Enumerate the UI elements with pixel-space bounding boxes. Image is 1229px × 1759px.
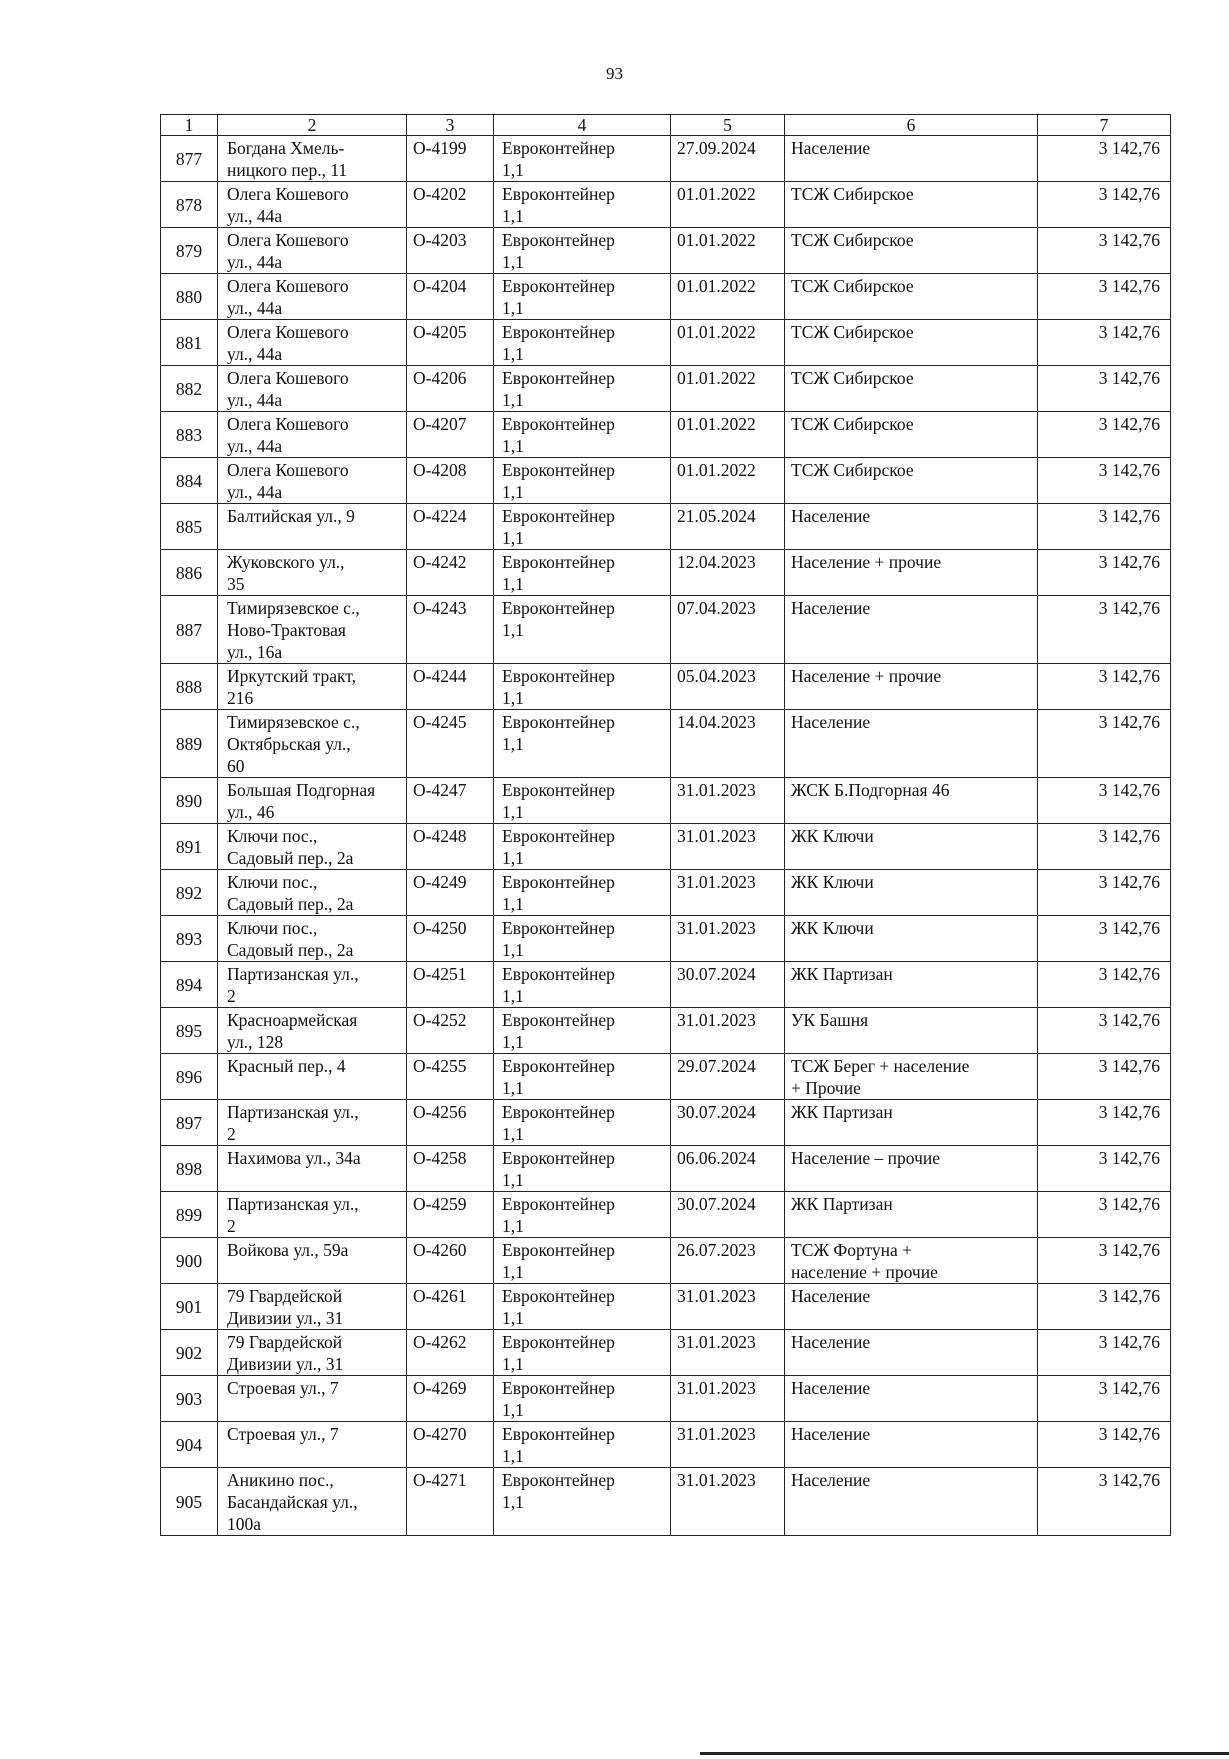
- page-number: 93: [606, 64, 623, 83]
- row-number: 878: [161, 182, 218, 228]
- address-cell: Ключи пос., Садовый пер., 2а: [218, 916, 407, 962]
- row-number: 893: [161, 916, 218, 962]
- date-cell: 01.01.2022: [671, 366, 785, 412]
- table-row: [161, 1376, 1171, 1422]
- date-cell: 01.01.2022: [671, 182, 785, 228]
- site-code-cell: О-4261: [407, 1284, 494, 1330]
- table-row: [161, 1100, 1171, 1146]
- container-cell: Евроконтейнер 1,1: [494, 1054, 671, 1100]
- row-number: 880: [161, 274, 218, 320]
- date-cell: 27.09.2024: [671, 136, 785, 182]
- container-cell: Евроконтейнер 1,1: [494, 458, 671, 504]
- address-cell: Балтийская ул., 9: [218, 504, 407, 550]
- address-cell: Тимирязевское с., Ново-Трактовая ул., 16а: [218, 596, 407, 664]
- owner-cell: ЖК Партизан: [785, 1192, 1038, 1238]
- table-row: [161, 366, 1171, 412]
- cost-cell: 3 142,76: [1038, 596, 1171, 664]
- cost-cell: 3 142,76: [1038, 1422, 1171, 1468]
- site-code-cell: О-4244: [407, 664, 494, 710]
- cost-cell: 3 142,76: [1038, 1008, 1171, 1054]
- table-row: [161, 136, 1171, 182]
- owner-cell: Население + прочие: [785, 664, 1038, 710]
- table-row: [161, 412, 1171, 458]
- owner-cell: Население: [785, 1376, 1038, 1422]
- cost-cell: 3 142,76: [1038, 1376, 1171, 1422]
- owner-cell: ЖСК Б.Подгорная 46: [785, 778, 1038, 824]
- cost-cell: 3 142,76: [1038, 778, 1171, 824]
- owner-cell: ТСЖ Сибирское: [785, 366, 1038, 412]
- table-row: [161, 916, 1171, 962]
- owner-cell: ТСЖ Сибирское: [785, 182, 1038, 228]
- date-cell: 31.01.2023: [671, 1376, 785, 1422]
- date-cell: 30.07.2024: [671, 962, 785, 1008]
- address-cell: Красный пер., 4: [218, 1054, 407, 1100]
- row-number: 879: [161, 228, 218, 274]
- site-code-cell: О-4205: [407, 320, 494, 366]
- date-cell: 01.01.2022: [671, 458, 785, 504]
- owner-cell: Население: [785, 504, 1038, 550]
- owner-cell: ТСЖ Сибирское: [785, 228, 1038, 274]
- table-row: [161, 274, 1171, 320]
- bottom-rule: [700, 1752, 1229, 1755]
- site-code-cell: О-4203: [407, 228, 494, 274]
- table-row: [161, 824, 1171, 870]
- row-number: 901: [161, 1284, 218, 1330]
- date-cell: 31.01.2023: [671, 1008, 785, 1054]
- site-code-cell: О-4243: [407, 596, 494, 664]
- table-row: [161, 870, 1171, 916]
- date-cell: 31.01.2023: [671, 778, 785, 824]
- cost-cell: 3 142,76: [1038, 962, 1171, 1008]
- cost-cell: 3 142,76: [1038, 412, 1171, 458]
- date-cell: 31.01.2023: [671, 1468, 785, 1536]
- owner-cell: ТСЖ Сибирское: [785, 320, 1038, 366]
- container-cell: Евроконтейнер 1,1: [494, 870, 671, 916]
- column-header: 4: [494, 115, 671, 136]
- row-number: 894: [161, 962, 218, 1008]
- table-row: [161, 1330, 1171, 1376]
- address-cell: Ключи пос., Садовый пер., 2а: [218, 870, 407, 916]
- owner-cell: Население: [785, 1284, 1038, 1330]
- row-number: 898: [161, 1146, 218, 1192]
- container-cell: Евроконтейнер 1,1: [494, 1284, 671, 1330]
- cost-cell: 3 142,76: [1038, 1238, 1171, 1284]
- container-cell: Евроконтейнер 1,1: [494, 550, 671, 596]
- owner-cell: Население: [785, 710, 1038, 778]
- address-cell: Партизанская ул., 2: [218, 962, 407, 1008]
- row-number: 889: [161, 710, 218, 778]
- table-row: [161, 710, 1171, 778]
- owner-cell: Население: [785, 1330, 1038, 1376]
- cost-cell: 3 142,76: [1038, 1100, 1171, 1146]
- date-cell: 31.01.2023: [671, 1422, 785, 1468]
- table-row: [161, 962, 1171, 1008]
- cost-cell: 3 142,76: [1038, 1330, 1171, 1376]
- table-row: [161, 1054, 1171, 1100]
- cost-cell: 3 142,76: [1038, 1054, 1171, 1100]
- cost-cell: 3 142,76: [1038, 1284, 1171, 1330]
- cost-cell: 3 142,76: [1038, 1192, 1171, 1238]
- column-header: 5: [671, 115, 785, 136]
- container-cell: Евроконтейнер 1,1: [494, 1146, 671, 1192]
- table-row: [161, 664, 1171, 710]
- cost-cell: 3 142,76: [1038, 870, 1171, 916]
- date-cell: 31.01.2023: [671, 1330, 785, 1376]
- table-row: [161, 596, 1171, 664]
- cost-cell: 3 142,76: [1038, 366, 1171, 412]
- row-number: 895: [161, 1008, 218, 1054]
- container-cell: Евроконтейнер 1,1: [494, 1330, 671, 1376]
- row-number: 902: [161, 1330, 218, 1376]
- cost-cell: 3 142,76: [1038, 320, 1171, 366]
- table-row: [161, 1238, 1171, 1284]
- owner-cell: ТСЖ Сибирское: [785, 412, 1038, 458]
- cost-cell: 3 142,76: [1038, 228, 1171, 274]
- row-number: 885: [161, 504, 218, 550]
- container-cell: Евроконтейнер 1,1: [494, 664, 671, 710]
- container-cell: Евроконтейнер 1,1: [494, 182, 671, 228]
- site-code-cell: О-4256: [407, 1100, 494, 1146]
- row-number: 882: [161, 366, 218, 412]
- row-number: 877: [161, 136, 218, 182]
- row-number: 897: [161, 1100, 218, 1146]
- row-number: 904: [161, 1422, 218, 1468]
- cost-cell: 3 142,76: [1038, 458, 1171, 504]
- cost-cell: 3 142,76: [1038, 664, 1171, 710]
- header-row: [161, 115, 1171, 136]
- container-cell: Евроконтейнер 1,1: [494, 1008, 671, 1054]
- table-row: [161, 1008, 1171, 1054]
- address-cell: Ключи пос., Садовый пер., 2а: [218, 824, 407, 870]
- address-cell: Партизанская ул., 2: [218, 1100, 407, 1146]
- date-cell: 01.01.2022: [671, 412, 785, 458]
- cost-cell: 3 142,76: [1038, 710, 1171, 778]
- container-cell: Евроконтейнер 1,1: [494, 274, 671, 320]
- site-code-cell: О-4202: [407, 182, 494, 228]
- site-code-cell: О-4251: [407, 962, 494, 1008]
- owner-cell: ТСЖ Фортуна + население + прочие: [785, 1238, 1038, 1284]
- owner-cell: ТСЖ Берег + население + Прочие: [785, 1054, 1038, 1100]
- site-code-cell: О-4269: [407, 1376, 494, 1422]
- row-number: 905: [161, 1468, 218, 1536]
- site-code-cell: О-4242: [407, 550, 494, 596]
- container-cell: Евроконтейнер 1,1: [494, 778, 671, 824]
- site-code-cell: О-4252: [407, 1008, 494, 1054]
- container-cell: Евроконтейнер 1,1: [494, 1376, 671, 1422]
- site-code-cell: О-4207: [407, 412, 494, 458]
- container-cell: Евроконтейнер 1,1: [494, 824, 671, 870]
- cost-cell: 3 142,76: [1038, 274, 1171, 320]
- owner-cell: Население: [785, 1422, 1038, 1468]
- address-cell: Нахимова ул., 34а: [218, 1146, 407, 1192]
- cost-cell: 3 142,76: [1038, 136, 1171, 182]
- row-number: 903: [161, 1376, 218, 1422]
- site-code-cell: О-4271: [407, 1468, 494, 1536]
- date-cell: 29.07.2024: [671, 1054, 785, 1100]
- cost-cell: 3 142,76: [1038, 916, 1171, 962]
- site-code-cell: О-4206: [407, 366, 494, 412]
- container-cell: Евроконтейнер 1,1: [494, 1238, 671, 1284]
- address-cell: Строевая ул., 7: [218, 1376, 407, 1422]
- address-cell: Жуковского ул., 35: [218, 550, 407, 596]
- site-code-cell: О-4247: [407, 778, 494, 824]
- cost-cell: 3 142,76: [1038, 1468, 1171, 1536]
- table-row: [161, 1422, 1171, 1468]
- column-header: 1: [161, 115, 218, 136]
- table-row: [161, 1146, 1171, 1192]
- container-cell: Евроконтейнер 1,1: [494, 412, 671, 458]
- address-cell: Олега Кошевого ул., 44а: [218, 182, 407, 228]
- owner-cell: Население – прочие: [785, 1146, 1038, 1192]
- address-cell: Олега Кошевого ул., 44а: [218, 274, 407, 320]
- address-cell: Олега Кошевого ул., 44а: [218, 458, 407, 504]
- table-row: [161, 458, 1171, 504]
- site-code-cell: О-4249: [407, 870, 494, 916]
- date-cell: 14.04.2023: [671, 710, 785, 778]
- row-number: 884: [161, 458, 218, 504]
- site-code-cell: О-4258: [407, 1146, 494, 1192]
- address-cell: 79 Гвардейской Дивизии ул., 31: [218, 1284, 407, 1330]
- date-cell: 30.07.2024: [671, 1192, 785, 1238]
- container-cell: Евроконтейнер 1,1: [494, 1422, 671, 1468]
- row-number: 888: [161, 664, 218, 710]
- cost-cell: 3 142,76: [1038, 504, 1171, 550]
- date-cell: 31.01.2023: [671, 824, 785, 870]
- site-code-cell: О-4248: [407, 824, 494, 870]
- site-code-cell: О-4208: [407, 458, 494, 504]
- owner-cell: ЖК Ключи: [785, 916, 1038, 962]
- address-cell: Аникино пос., Басандайская ул., 100а: [218, 1468, 407, 1536]
- address-cell: Иркутский тракт, 216: [218, 664, 407, 710]
- address-cell: Партизанская ул., 2: [218, 1192, 407, 1238]
- owner-cell: ТСЖ Сибирское: [785, 458, 1038, 504]
- row-number: 881: [161, 320, 218, 366]
- table-row: [161, 182, 1171, 228]
- container-cell: Евроконтейнер 1,1: [494, 916, 671, 962]
- table-row: [161, 1284, 1171, 1330]
- row-number: 887: [161, 596, 218, 664]
- registry-table: [160, 114, 1171, 1536]
- row-number: 899: [161, 1192, 218, 1238]
- row-number: 891: [161, 824, 218, 870]
- owner-cell: УК Башня: [785, 1008, 1038, 1054]
- address-cell: Богдана Хмель- ницкого пер., 11: [218, 136, 407, 182]
- owner-cell: ТСЖ Сибирское: [785, 274, 1038, 320]
- address-cell: Олега Кошевого ул., 44а: [218, 412, 407, 458]
- site-code-cell: О-4270: [407, 1422, 494, 1468]
- address-cell: Тимирязевское с., Октябрьская ул., 60: [218, 710, 407, 778]
- owner-cell: Население + прочие: [785, 550, 1038, 596]
- row-number: 900: [161, 1238, 218, 1284]
- site-code-cell: О-4259: [407, 1192, 494, 1238]
- table-row: [161, 320, 1171, 366]
- date-cell: 31.01.2023: [671, 1284, 785, 1330]
- address-cell: Олега Кошевого ул., 44а: [218, 320, 407, 366]
- container-cell: Евроконтейнер 1,1: [494, 136, 671, 182]
- date-cell: 26.07.2023: [671, 1238, 785, 1284]
- site-code-cell: О-4245: [407, 710, 494, 778]
- owner-cell: Население: [785, 136, 1038, 182]
- owner-cell: ЖК Ключи: [785, 870, 1038, 916]
- column-header: 6: [785, 115, 1038, 136]
- table-row: [161, 1468, 1171, 1536]
- owner-cell: ЖК Партизан: [785, 1100, 1038, 1146]
- site-code-cell: О-4250: [407, 916, 494, 962]
- column-header: 7: [1038, 115, 1171, 136]
- cost-cell: 3 142,76: [1038, 824, 1171, 870]
- row-number: 892: [161, 870, 218, 916]
- address-cell: Строевая ул., 7: [218, 1422, 407, 1468]
- table-row: [161, 1192, 1171, 1238]
- site-code-cell: О-4262: [407, 1330, 494, 1376]
- cost-cell: 3 142,76: [1038, 550, 1171, 596]
- date-cell: 05.04.2023: [671, 664, 785, 710]
- date-cell: 06.06.2024: [671, 1146, 785, 1192]
- owner-cell: ЖК Партизан: [785, 962, 1038, 1008]
- column-header: 2: [218, 115, 407, 136]
- row-number: 890: [161, 778, 218, 824]
- table-row: [161, 778, 1171, 824]
- container-cell: Евроконтейнер 1,1: [494, 1468, 671, 1536]
- table-row: [161, 550, 1171, 596]
- owner-cell: Население: [785, 596, 1038, 664]
- owner-cell: Население: [785, 1468, 1038, 1536]
- container-cell: Евроконтейнер 1,1: [494, 596, 671, 664]
- date-cell: 21.05.2024: [671, 504, 785, 550]
- table-row: [161, 504, 1171, 550]
- date-cell: 31.01.2023: [671, 870, 785, 916]
- cost-cell: 3 142,76: [1038, 1146, 1171, 1192]
- container-cell: Евроконтейнер 1,1: [494, 228, 671, 274]
- site-code-cell: О-4255: [407, 1054, 494, 1100]
- container-cell: Евроконтейнер 1,1: [494, 320, 671, 366]
- site-code-cell: О-4204: [407, 274, 494, 320]
- address-cell: Большая Подгорная ул., 46: [218, 778, 407, 824]
- address-cell: Войкова ул., 59а: [218, 1238, 407, 1284]
- date-cell: 01.01.2022: [671, 320, 785, 366]
- container-cell: Евроконтейнер 1,1: [494, 710, 671, 778]
- address-cell: 79 Гвардейской Дивизии ул., 31: [218, 1330, 407, 1376]
- container-cell: Евроконтейнер 1,1: [494, 962, 671, 1008]
- site-code-cell: О-4199: [407, 136, 494, 182]
- cost-cell: 3 142,76: [1038, 182, 1171, 228]
- row-number: 883: [161, 412, 218, 458]
- container-cell: Евроконтейнер 1,1: [494, 1100, 671, 1146]
- column-header: 3: [407, 115, 494, 136]
- table-row: [161, 228, 1171, 274]
- date-cell: 12.04.2023: [671, 550, 785, 596]
- row-number: 886: [161, 550, 218, 596]
- address-cell: Олега Кошевого ул., 44а: [218, 366, 407, 412]
- date-cell: 01.01.2022: [671, 274, 785, 320]
- address-cell: Красноармейская ул., 128: [218, 1008, 407, 1054]
- container-cell: Евроконтейнер 1,1: [494, 1192, 671, 1238]
- date-cell: 01.01.2022: [671, 228, 785, 274]
- date-cell: 07.04.2023: [671, 596, 785, 664]
- owner-cell: ЖК Ключи: [785, 824, 1038, 870]
- container-cell: Евроконтейнер 1,1: [494, 504, 671, 550]
- container-cell: Евроконтейнер 1,1: [494, 366, 671, 412]
- date-cell: 31.01.2023: [671, 916, 785, 962]
- address-cell: Олега Кошевого ул., 44а: [218, 228, 407, 274]
- site-code-cell: О-4260: [407, 1238, 494, 1284]
- date-cell: 30.07.2024: [671, 1100, 785, 1146]
- site-code-cell: О-4224: [407, 504, 494, 550]
- row-number: 896: [161, 1054, 218, 1100]
